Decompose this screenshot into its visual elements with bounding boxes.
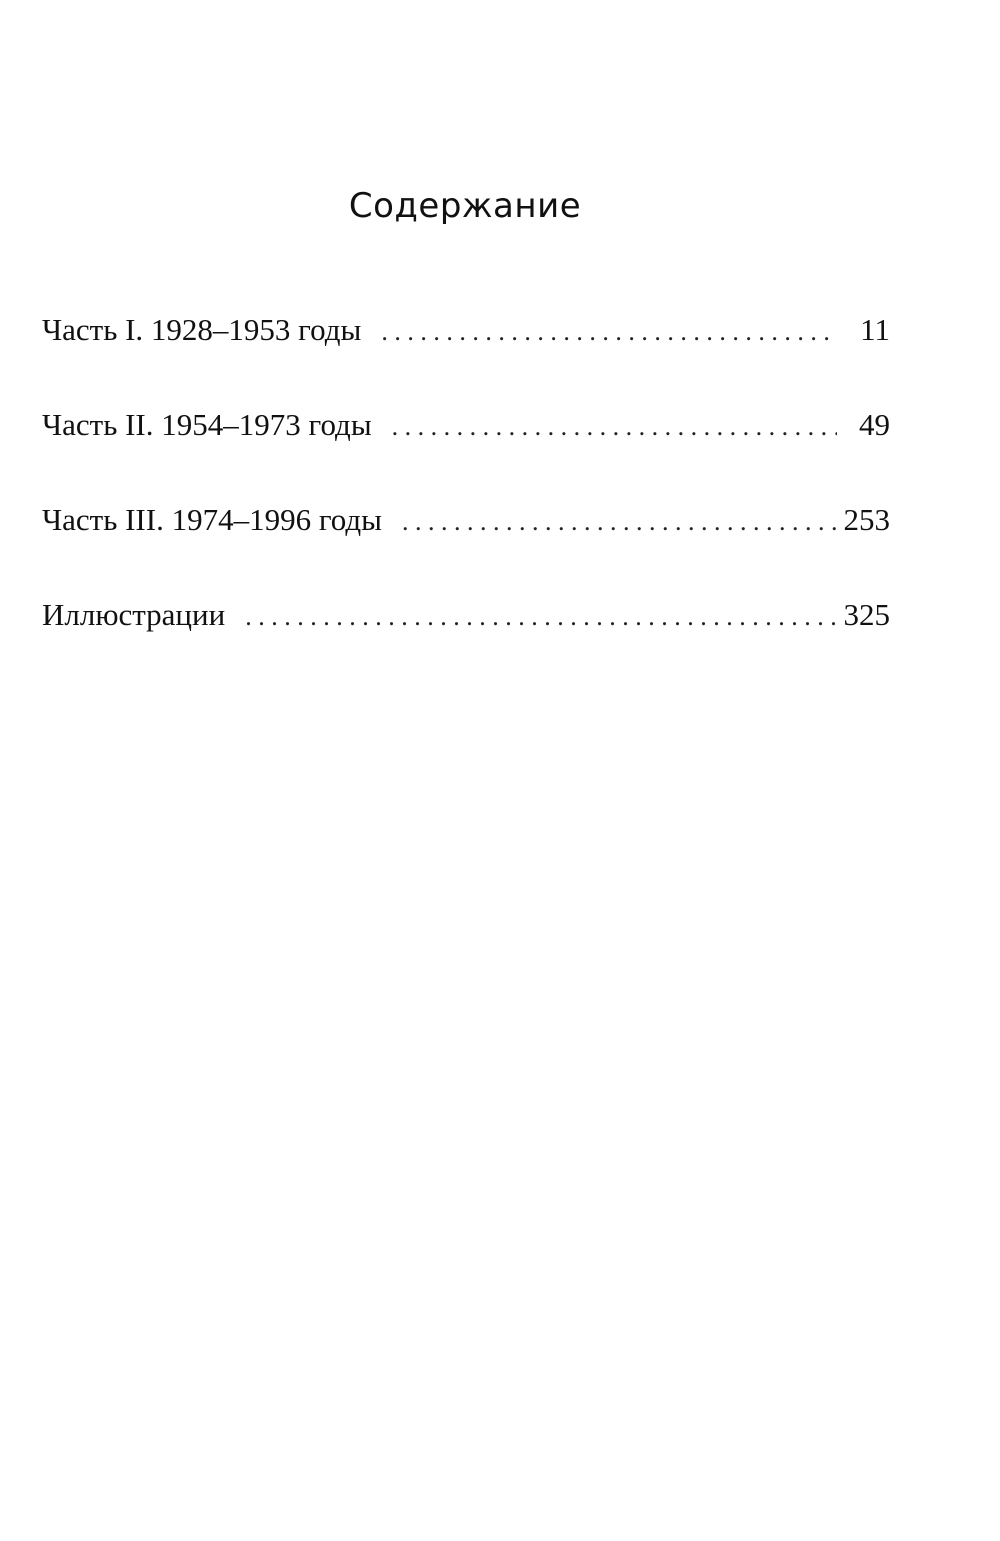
- toc-entry-label: Часть II. 1954–1973 годы: [42, 407, 372, 442]
- toc-entry-label: Часть I. 1928–1953 годы: [42, 312, 362, 347]
- page-title: Содержание: [348, 186, 582, 226]
- toc-entry-page-number: 253: [843, 502, 890, 537]
- toc-entry-label: Иллюстрации: [42, 597, 226, 632]
- table-of-contents: [42, 312, 890, 692]
- toc-entry-label: Часть III. 1974–1996 годы: [42, 502, 382, 537]
- dot-leader: [381, 317, 838, 347]
- toc-entry-page-number: 11: [860, 312, 890, 347]
- dot-leader: [245, 602, 835, 632]
- toc-entry-page-number: 325: [843, 597, 890, 632]
- toc-entry-part-2[interactable]: [42, 407, 890, 502]
- toc-entry-page-number: 49: [859, 407, 890, 442]
- toc-entry-illustrations[interactable]: [42, 597, 890, 692]
- dot-leader: [402, 507, 836, 537]
- dot-leader: [392, 412, 837, 442]
- toc-entry-part-3[interactable]: [42, 502, 890, 597]
- toc-entry-part-1[interactable]: [42, 312, 890, 407]
